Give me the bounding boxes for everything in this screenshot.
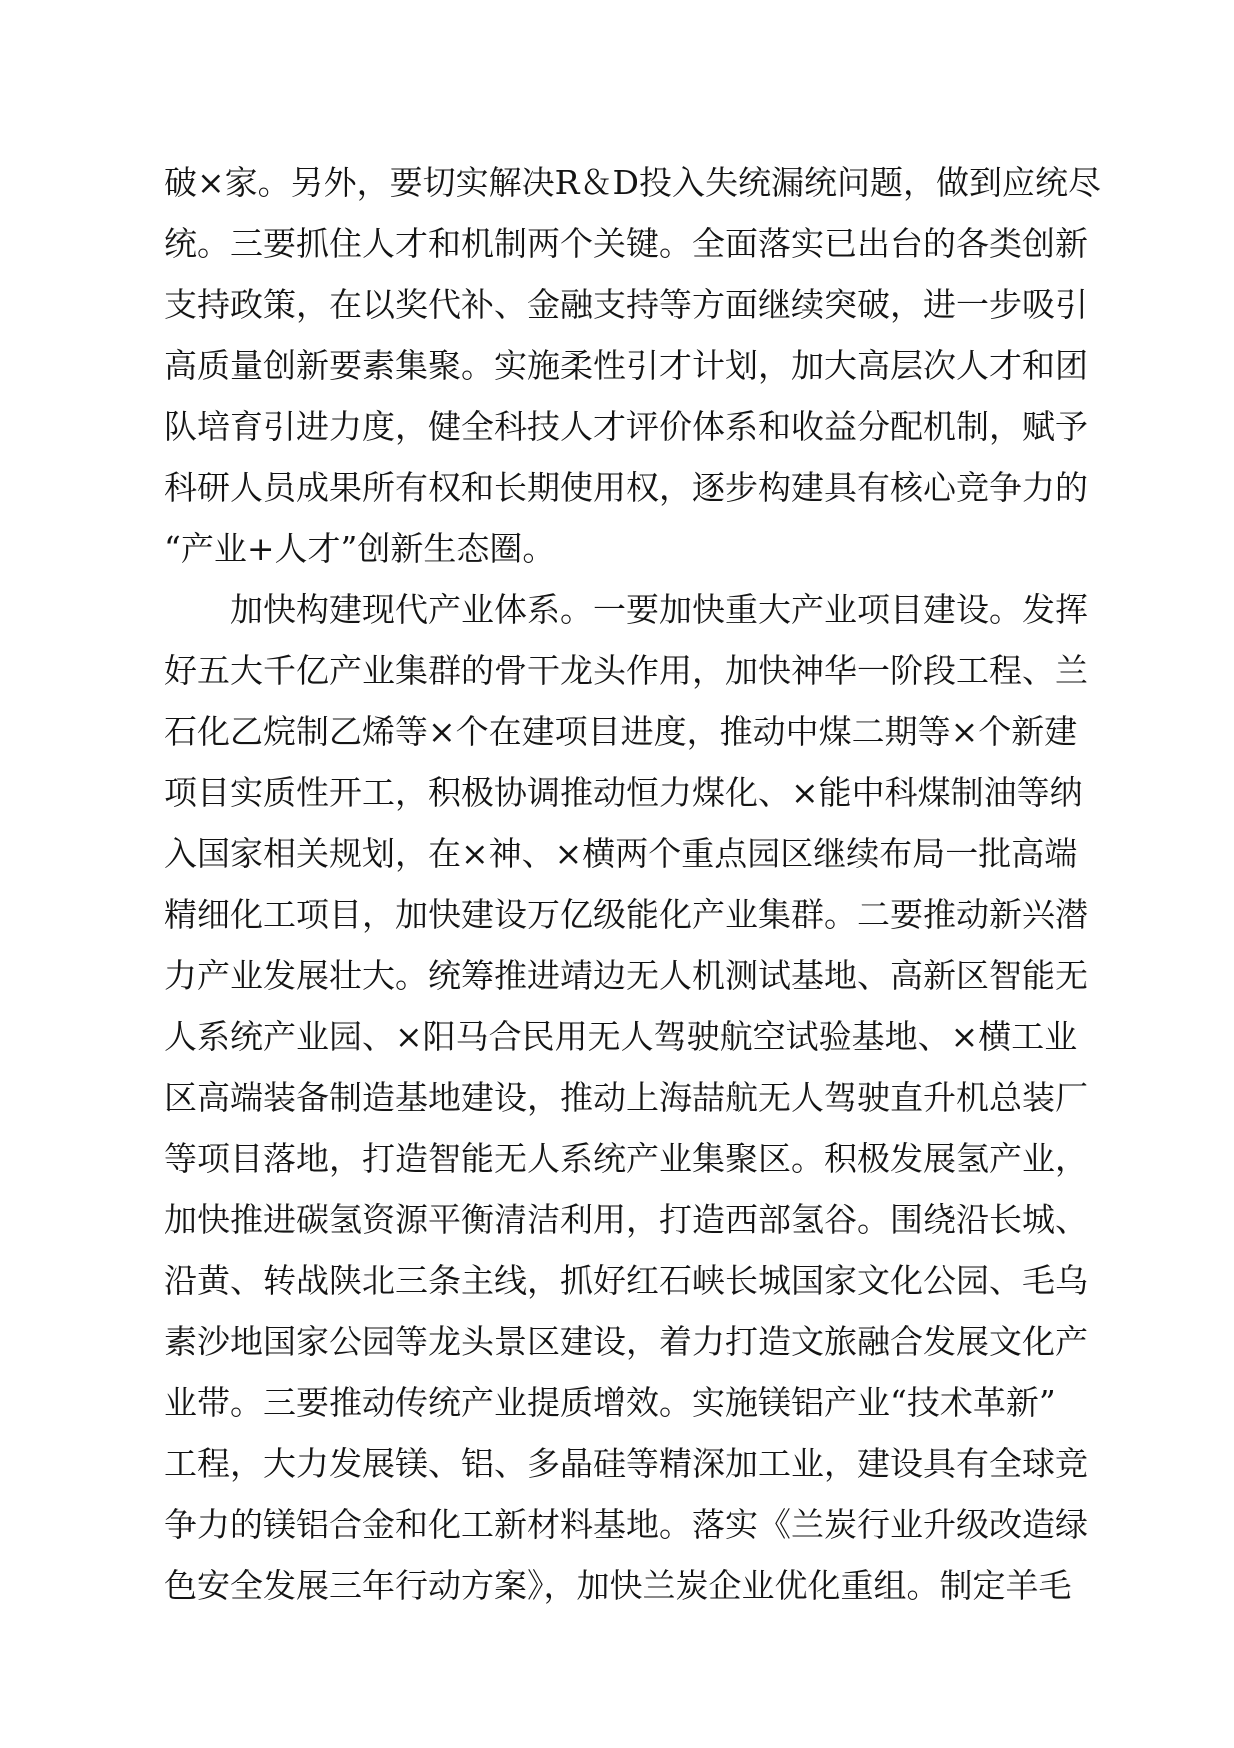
text-line: 好五大千亿产业集群的骨干龙头作用，加快神华一阶段工程、兰 [164, 651, 1088, 690]
text-line: 科研人员成果所有权和长期使用权，逐步构建具有核心竞争力的 [164, 468, 1088, 507]
text-line: 工程，大力发展镁、铝、多晶硅等精深加工业，建设具有全球竞 [164, 1444, 1088, 1483]
text-line: 等项目落地，打造智能无人系统产业集聚区。积极发展氢产业， [164, 1139, 1088, 1178]
text-line: 加快推进碳氢资源平衡清洁利用，打造西部氢谷。围绕沿长城、 [164, 1200, 1088, 1239]
text-line: 人系统产业园、×阳马合民用无人驾驶航空试验基地、×横工业 [164, 1017, 1078, 1056]
text-line: 沿黄、转战陕北三条主线，抓好红石峡长城国家文化公园、毛乌 [164, 1261, 1088, 1300]
text-line: 力产业发展壮大。统筹推进靖边无人机测试基地、高新区智能无 [164, 956, 1088, 995]
text-line: 统。三要抓住人才和机制两个关键。全面落实已出台的各类创新 [164, 224, 1088, 263]
text-line: 高质量创新要素集聚。实施柔性引才计划，加大高层次人才和团 [164, 346, 1088, 385]
text-line: 入国家相关规划，在×神、×横两个重点园区继续布局一批高端 [164, 834, 1078, 873]
text-line: 支持政策，在以奖代补、金融支持等方面继续突破，进一步吸引 [164, 285, 1088, 324]
text-line: 区高端装备制造基地建设，推动上海喆航无人驾驶直升机总装厂 [164, 1078, 1088, 1117]
text-line: 素沙地国家公园等龙头景区建设，着力打造文旅融合发展文化产 [164, 1322, 1088, 1361]
text-line: 色安全发展三年行动方案》，加快兰炭企业优化重组。制定羊毛 [164, 1566, 1072, 1605]
text-line: 项目实质性开工，积极协调推动恒力煤化、×能中科煤制油等纳 [164, 773, 1083, 812]
paragraph-start-line: 加快构建现代产业体系。一要加快重大产业项目建设。发挥 [230, 590, 1088, 629]
text-line: 队培育引进力度，健全科技人才评价体系和收益分配机制，赋予 [164, 407, 1088, 446]
text-line: 争力的镁铝合金和化工新材料基地。落实《兰炭行业升级改造绿 [164, 1505, 1088, 1544]
text-line: “产业+人才”创新生态圈。 [164, 529, 556, 568]
text-line: 破×家。另外，要切实解决R＆D投入失统漏统问题，做到应统尽 [164, 163, 1101, 202]
body-text [164, 152, 1110, 1616]
text-line: 业带。三要推动传统产业提质增效。实施镁铝产业“技术革新” [164, 1383, 1056, 1422]
text-line: 精细化工项目，加快建设万亿级能化产业集群。二要推动新兴潜 [164, 895, 1088, 934]
text-line: 石化乙烷制乙烯等×个在建项目进度，推动中煤二期等×个新建 [164, 712, 1078, 751]
